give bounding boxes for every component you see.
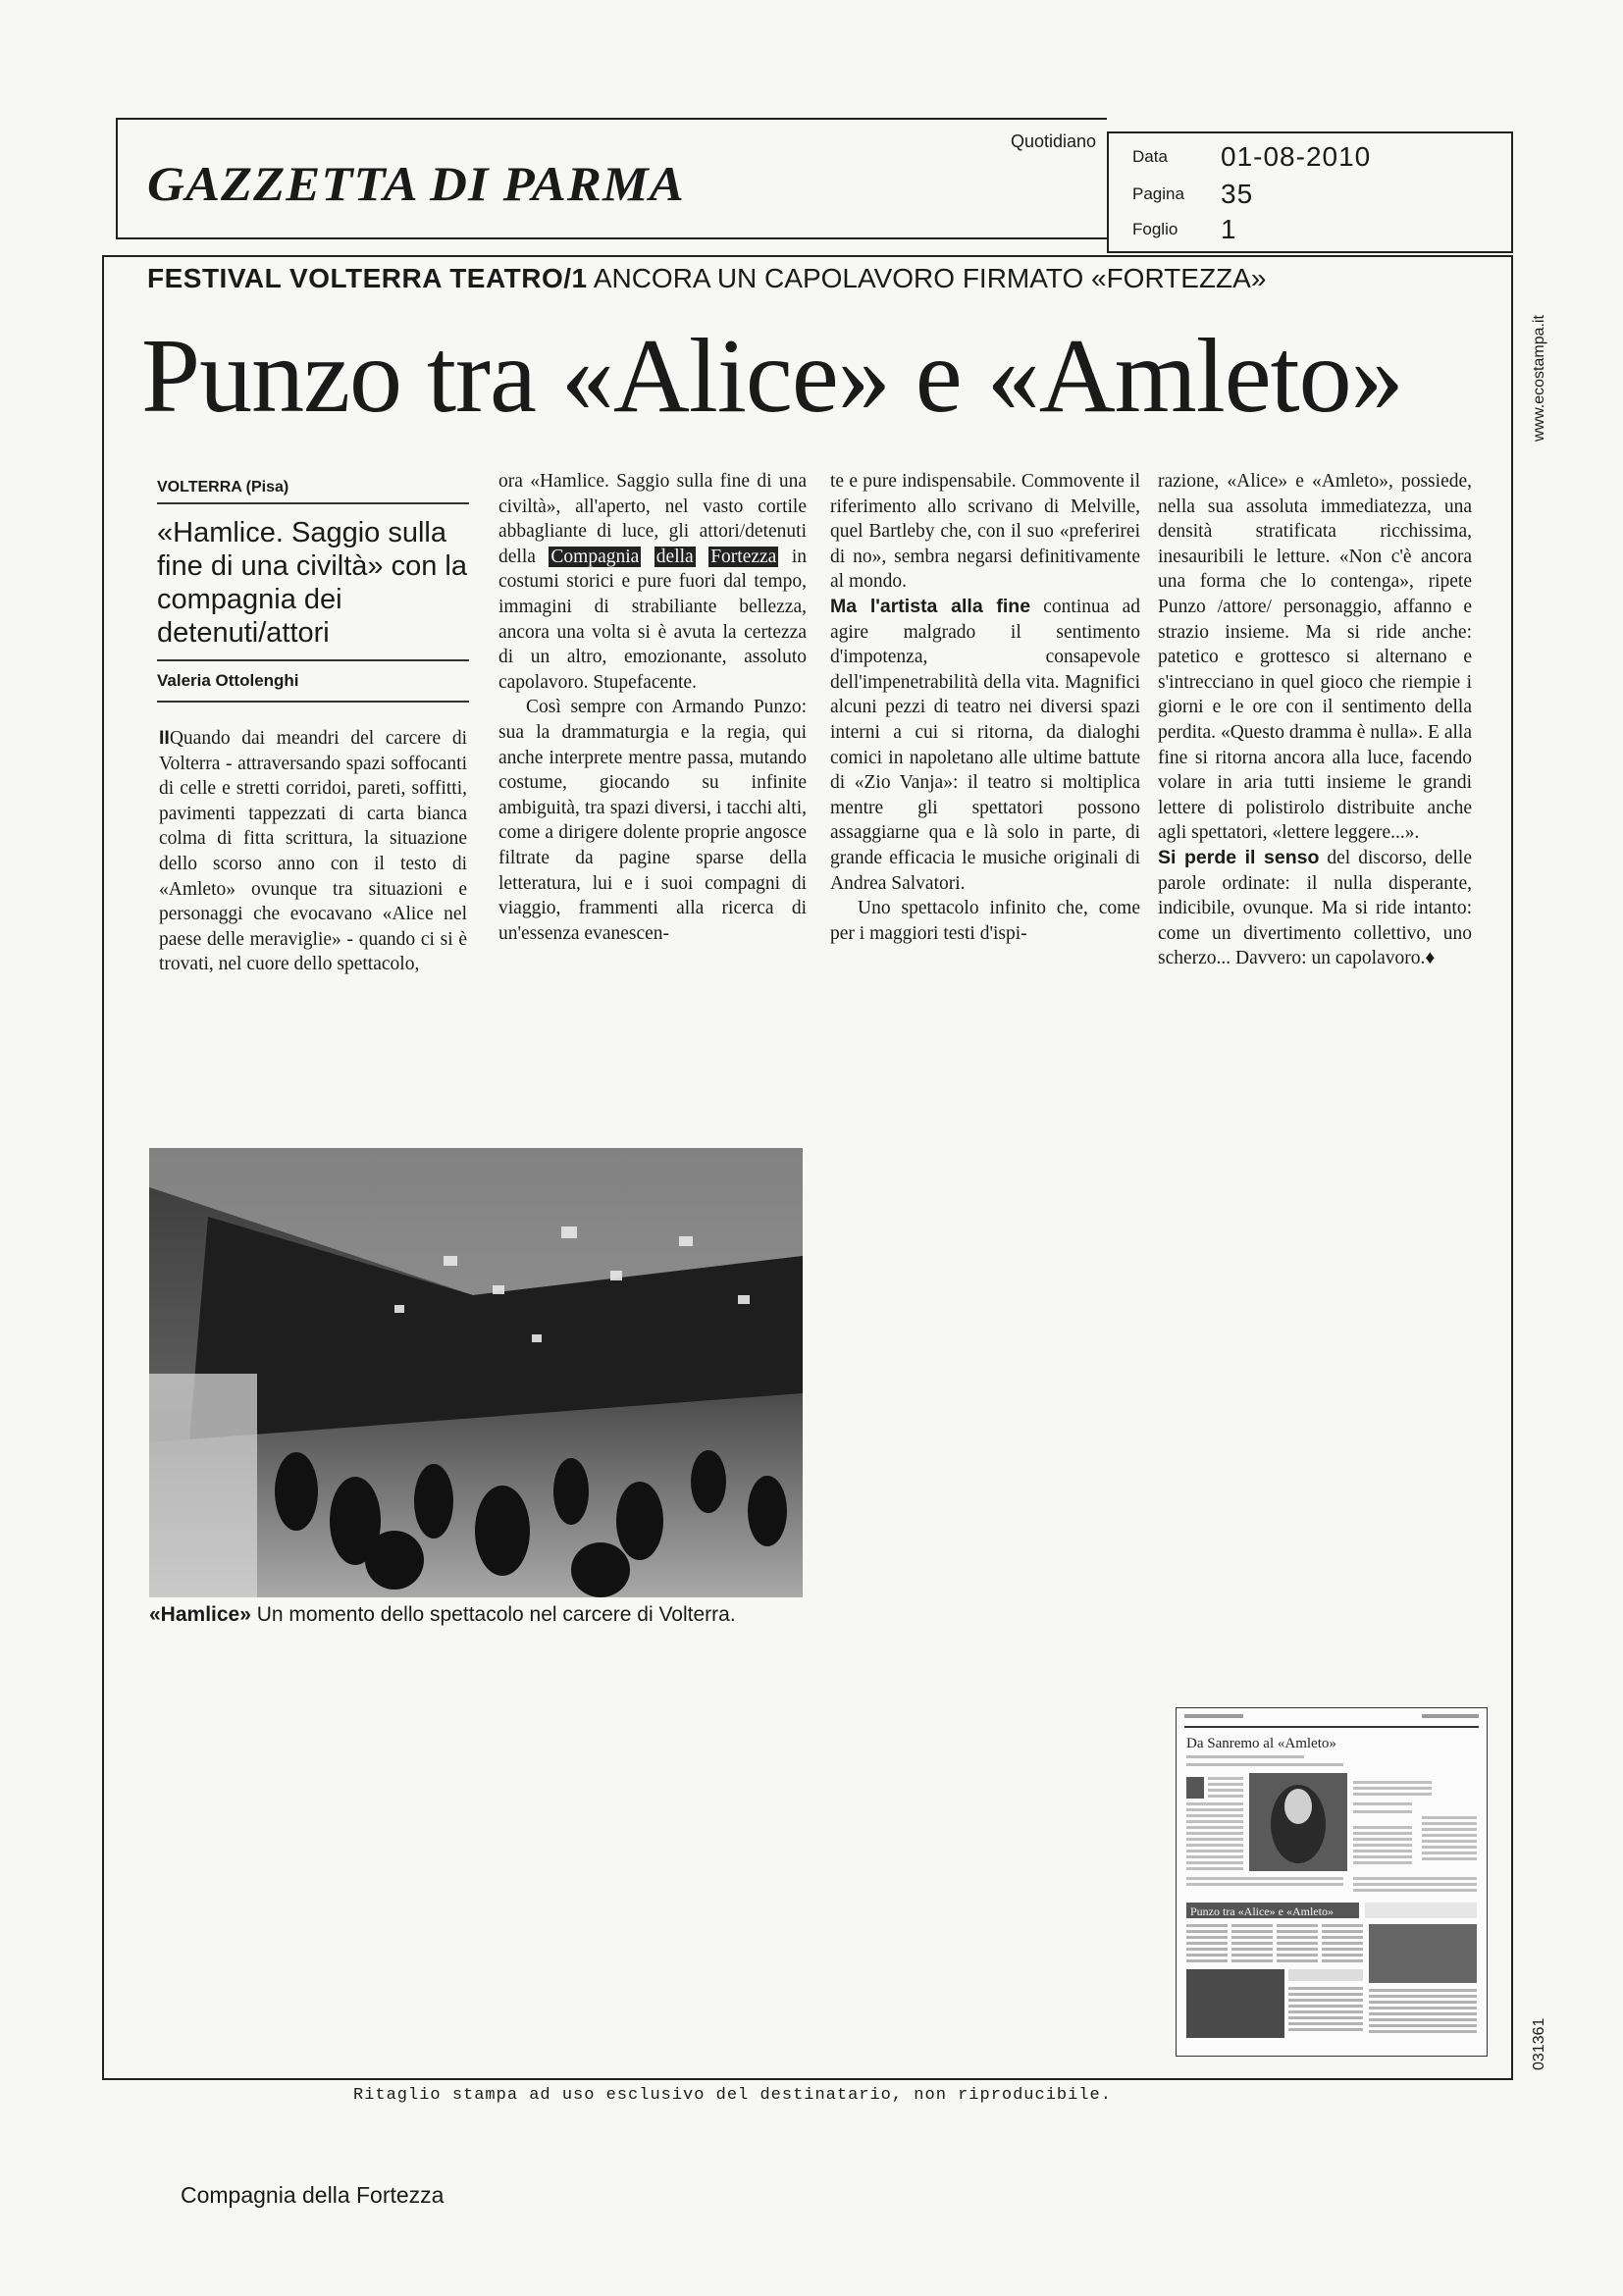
dateline-location: VOLTERRA (Pisa) <box>157 479 469 504</box>
footer-notice: Ritaglio stampa ad uso esclusivo del destinatario, non riproducibile. <box>353 2086 1112 2105</box>
paragraph-text: continua ad agire malgrado il sentimento d'impotenza, consapevole dell'impenetrabilità della vita. Magnifici alcuni pezzi di teatro nei diversi spazi interni a cui si ritorna, da dialoghi comici in napoletano alle ultime battute di «Zio Vanja»: il teatro si moltiplica mentre gli spettatori possono assaggiarne qua e là solo in parte, di grande efficacia le musiche originali di Andrea Salvatori. <box>830 596 1140 894</box>
side-code-text: 031361 <box>1531 2017 1547 2070</box>
text-column-4 <box>1158 469 1472 971</box>
footer-rule <box>102 2078 1513 2080</box>
photo-caption <box>149 1603 736 1627</box>
bottom-label: Compagnia della Fortezza <box>181 2182 445 2208</box>
meta-key: Foglio <box>1132 220 1178 238</box>
meta-value: 1 <box>1221 214 1237 244</box>
highlight-della: della <box>655 546 694 567</box>
thumbnail-image <box>1177 1708 1487 2056</box>
meta-row-page <box>1132 179 1253 210</box>
summary-column <box>157 479 469 703</box>
text-column-3 <box>830 469 1140 946</box>
thumb-headline-1: Da Sanremo al «Amleto» <box>1186 1736 1336 1751</box>
meta-row-date <box>1132 141 1371 173</box>
newspaper-masthead: GAZZETTA DI PARMA <box>147 156 685 211</box>
paragraph <box>498 469 807 695</box>
caption-text: Un momento dello spettacolo nel carcere di Volterra. <box>250 1603 736 1626</box>
paragraph-text: ora «Hamlice. Saggio sulla fine di una civiltà», all'aperto, nel vasto cortile abbagliante di luce, gli attori/detenuti della <box>498 471 807 567</box>
highlight-fortezza: Fortezza <box>710 546 777 567</box>
meta-value: 01-08-2010 <box>1221 141 1372 172</box>
paragraph: Così sempre con Armando Punzo: sua la drammaturgia e la regia, qui anche interprete mentre passa, mutando costume, giocando su infinite ambiguità, tra spazi diversi, i tacchi alti, come a dirigere dolente proprie angosce filtrate da pagine sparse della letteratura, lui e i suoi compagni di viaggio, frammenti alla ricerca di un'essenza evanescen- <box>498 697 807 944</box>
meta-key: Data <box>1132 147 1168 166</box>
paragraph: razione, «Alice» e «Amleto», possiede, nella sua assoluta immediatezza, una densità stratificata ricchissima, inesauribili le letture. «Non c'è ancora una forma che lo contenga», ripete Punzo /attore/ personaggio, affanno e strazio insieme. Ma si ride anche: patetico e grottesco si alternano e s'intrecciano in quel gioco che riempie i giorni e le ore con il sentimento della perdita. «Questo dramma è nulla». E alla fine si ritorna ancora alla luce, facendo volare in aria tutti insieme le grandi lettere di polistirolo distribuite anche agli spettatori, «lettere leggere...». <box>1158 471 1472 844</box>
drop-in: II <box>159 727 170 749</box>
text-column-1 <box>159 726 467 977</box>
meta-row-sheet <box>1132 214 1237 245</box>
publication-type: Quotidiano <box>1011 131 1097 151</box>
meta-value: 35 <box>1221 179 1254 209</box>
highlight-compagnia: Compagnia <box>550 546 640 567</box>
run-in-heading: Ma l'artista alla fine <box>830 595 1031 617</box>
kicker-rest: ANCORA UN CAPOLAVORO FIRMATO «FORTEZZA» <box>593 263 1267 293</box>
paragraph <box>1158 846 1472 971</box>
photo-image <box>149 1148 803 1597</box>
page-thumbnail <box>1176 1707 1488 2057</box>
article-kicker <box>147 263 1266 294</box>
paragraph <box>159 726 467 977</box>
article-photo <box>149 1148 803 1597</box>
paragraph-text: del discorso, delle parole ordinate: il nulla disperante, indicibile, ovunque. Ma si ride intanto: come un divertimento collettivo, uno scherzo... Davvero: un capolavoro. <box>1158 847 1472 969</box>
article-summary: «Hamlice. Saggio sulla fine di una civiltà» con la compagnia dei detenuti/attori <box>157 516 469 661</box>
paragraph: Uno spettacolo infinito che, come per i maggiori testi d'ispi- <box>830 898 1140 944</box>
article-headline: Punzo tra «Alice» e «Amleto» <box>141 318 1403 435</box>
article-author: Valeria Ottolenghi <box>157 671 469 703</box>
paragraph: te e pure indispensabile. Commovente il riferimento allo scrivano di Melville, quel Bartleby che, con il suo «preferirei di no», sembra negarsi definitivamente al mondo. <box>830 471 1140 593</box>
text-column-2 <box>498 469 807 946</box>
paragraph-text: Quando dai meandri del carcere di Volterra - attraversando spazi soffocanti di celle e stretti corridoi, pareti, soffitti, pavimenti tappezzati di carta bianca colma di fitta scrittura, la situazione dello scorso anno con il testo di «Amleto» ovunque tra situazioni e personaggi che evocavano «Alice nel paese delle meraviglie» - quando ci si è trovati, nel cuore dello spettacolo, <box>159 728 467 975</box>
paragraph-text: in costumi storici e pure fuori dal tempo, immagini di strabiliante bellezza, ancora una volta si è avuta la certezza di un altro, emozionante, assoluto capolavoro. Stupefacente. <box>498 546 808 693</box>
thumb-headline-2: Punzo tra «Alice» e «Amleto» <box>1190 1905 1334 1918</box>
end-mark: ♦ <box>1425 948 1436 969</box>
meta-key: Pagina <box>1132 184 1184 203</box>
caption-bold: «Hamlice» <box>149 1603 251 1626</box>
side-url-text: www.ecostampa.it <box>1531 315 1547 442</box>
metadata-box <box>1107 131 1513 253</box>
run-in-heading: Si perde il senso <box>1158 846 1320 868</box>
kicker-bold: FESTIVAL VOLTERRA TEATRO/1 <box>147 263 588 293</box>
paragraph <box>830 595 1140 896</box>
